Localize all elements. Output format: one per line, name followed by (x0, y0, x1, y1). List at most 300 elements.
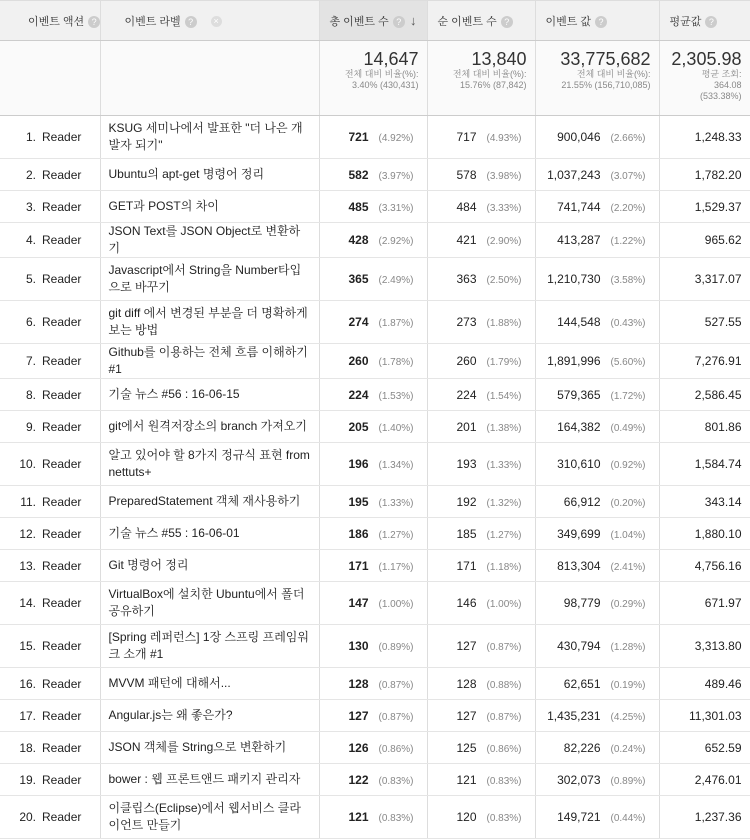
row-number: 12. (19, 526, 36, 541)
unique-events-cell (427, 379, 535, 411)
summary-caption: 전체 대비 비율(%): (576, 69, 651, 79)
row-number: 10. (19, 457, 36, 471)
total-events-percent: (1.40%) (378, 422, 414, 434)
event-value-percent: (0.19%) (610, 679, 646, 691)
unique-events-percent: (4.93%) (486, 133, 522, 144)
avg-value-cell (659, 116, 750, 159)
table-row[interactable] (0, 625, 750, 668)
event-label[interactable]: bower : 웹 프론트앤드 패키지 관리자 (108, 772, 301, 786)
event-value-cell (535, 344, 659, 379)
event-value: 66,912 (563, 494, 601, 509)
event-value: 164,382 (557, 419, 601, 434)
row-number: 20. (19, 810, 36, 824)
unique-events-value: 121 (456, 772, 477, 787)
event-action[interactable]: Reader (42, 457, 82, 471)
avg-value-cell (659, 411, 750, 443)
column-header-label: 이벤트 액션 (28, 15, 85, 28)
unique-events-value: 273 (456, 315, 477, 329)
unique-events-cell (427, 116, 535, 159)
column-header-label: 평균값 (669, 15, 702, 28)
avg-value-cell (659, 582, 750, 625)
unique-events-percent: (2.50%) (486, 275, 522, 286)
event-label[interactable]: 기술 뉴스 #55 : 16-06-01 (108, 526, 240, 540)
event-action-cell (0, 411, 100, 443)
avg-value-cell (659, 159, 750, 191)
event-value-percent: (0.92%) (610, 460, 646, 471)
total-events-cell (319, 223, 427, 258)
total-events-value: 171 (348, 558, 369, 573)
total-events-percent: (1.34%) (378, 460, 414, 471)
event-value: 302,073 (557, 772, 601, 787)
event-label-cell (100, 796, 319, 839)
event-value: 813,304 (557, 558, 601, 573)
unique-events-cell (427, 732, 535, 764)
event-value-cell (535, 796, 659, 839)
table-row[interactable] (0, 668, 750, 700)
unique-events-cell (427, 191, 535, 223)
event-value-cell (535, 301, 659, 344)
help-icon[interactable]: ? (185, 16, 197, 28)
total-events-percent: (1.78%) (378, 357, 414, 368)
table-row[interactable] (0, 223, 750, 258)
unique-events-percent: (1.33%) (486, 460, 522, 471)
event-label-cell (100, 732, 319, 764)
column-header-event-label[interactable] (100, 1, 319, 41)
event-action[interactable]: Reader (42, 772, 82, 787)
event-value: 82,226 (563, 740, 601, 755)
event-label[interactable]: JSON 객체를 String으로 변환하기 (108, 740, 287, 754)
unique-events-value: 127 (456, 639, 477, 653)
row-number: 3. (25, 199, 36, 214)
row-number: 6. (25, 315, 36, 329)
remove-dimension-icon[interactable]: × (211, 16, 222, 27)
total-events-value: 196 (348, 457, 369, 471)
event-value: 349,699 (557, 526, 601, 541)
event-value-cell (535, 550, 659, 582)
event-value-cell (535, 223, 659, 258)
event-value-cell (535, 258, 659, 301)
event-value-cell (535, 625, 659, 668)
unique-events-cell (427, 223, 535, 258)
total-events-cell (319, 582, 427, 625)
help-icon[interactable]: ? (501, 16, 513, 28)
total-events-cell (319, 668, 427, 700)
event-action[interactable]: Reader (42, 558, 82, 573)
event-value-percent: (0.44%) (610, 813, 646, 824)
total-events-value: 126 (348, 740, 369, 755)
unique-events-value: 224 (456, 387, 477, 402)
unique-events-cell (427, 668, 535, 700)
event-action[interactable]: Reader (42, 387, 82, 402)
avg-value: 1,529.37 (694, 199, 742, 214)
avg-value-cell (659, 301, 750, 344)
total-events-value: 260 (348, 354, 369, 368)
event-value-percent: (4.25%) (610, 711, 646, 723)
event-value-percent: (1.28%) (610, 642, 646, 653)
table-row[interactable] (0, 582, 750, 625)
event-value: 1,435,231 (547, 708, 601, 723)
unique-events-cell (427, 301, 535, 344)
total-events-value: 147 (348, 596, 369, 610)
total-events-cell (319, 796, 427, 839)
event-value: 579,365 (557, 387, 601, 402)
event-value-cell (535, 518, 659, 550)
table-row[interactable] (0, 796, 750, 839)
avg-value: 1,237.36 (694, 810, 742, 824)
row-number: 17. (19, 708, 36, 723)
avg-value: 1,782.20 (694, 167, 742, 182)
event-action-cell (0, 301, 100, 344)
total-events-value: 274 (348, 315, 369, 329)
event-value-cell (535, 116, 659, 159)
event-label[interactable]: 기술 뉴스 #56 : 16-06-15 (108, 387, 240, 401)
event-value: 413,287 (557, 233, 601, 247)
table-row[interactable] (0, 732, 750, 764)
event-label[interactable]: MVVM 패턴에 대해서... (108, 676, 231, 690)
column-header-total-events[interactable] (319, 1, 427, 41)
total-events-cell (319, 159, 427, 191)
event-action-cell (0, 668, 100, 700)
summary-avg-value (659, 41, 750, 116)
column-header-event-action[interactable] (0, 1, 100, 41)
unique-events-value: 717 (456, 130, 477, 144)
total-events-value: 485 (348, 199, 369, 214)
event-value-percent: (1.04%) (610, 529, 646, 541)
table-row[interactable] (0, 486, 750, 518)
row-number: 2. (25, 167, 36, 182)
table-row[interactable] (0, 301, 750, 344)
total-events-cell (319, 258, 427, 301)
unique-events-cell (427, 411, 535, 443)
avg-value: 343.14 (704, 494, 742, 509)
row-number: 4. (25, 233, 36, 247)
event-action[interactable]: Reader (42, 199, 82, 214)
event-value: 310,610 (557, 457, 601, 471)
event-label[interactable]: Angular.js는 왜 좋은가? (108, 708, 233, 722)
event-label-cell (100, 379, 319, 411)
row-number: 18. (19, 740, 36, 755)
avg-value-cell (659, 550, 750, 582)
event-action[interactable]: Reader (42, 596, 82, 610)
total-events-value: 365 (348, 272, 369, 286)
event-label[interactable]: JSON Text를 JSON Object로 변환하기 (108, 224, 301, 255)
table-row[interactable] (0, 379, 750, 411)
total-events-cell (319, 116, 427, 159)
summary-caption: 15.76% (87,842) (459, 80, 527, 90)
event-label-cell (100, 764, 319, 796)
column-header-label: 이벤트 라벨 (124, 15, 181, 28)
event-label-cell (100, 159, 319, 191)
event-value: 1,037,243 (547, 167, 601, 182)
unique-events-percent: (1.18%) (486, 561, 522, 573)
total-events-value: 186 (348, 526, 369, 541)
summary-row (0, 41, 750, 116)
event-action[interactable]: Reader (42, 676, 82, 691)
table-row[interactable] (0, 700, 750, 732)
event-action-cell (0, 796, 100, 839)
event-value: 144,548 (557, 315, 601, 329)
total-events-cell (319, 379, 427, 411)
avg-value-cell (659, 668, 750, 700)
event-label[interactable]: 알고 있어야 할 8가지 정규식 표현 from nettuts+ (108, 448, 310, 479)
table-row[interactable] (0, 159, 750, 191)
event-label-cell (100, 411, 319, 443)
total-events-cell (319, 700, 427, 732)
unique-events-value: 185 (456, 526, 477, 541)
unique-events-value: 171 (456, 558, 477, 573)
summary-value: 13,840 (471, 49, 527, 69)
avg-value: 965.62 (704, 233, 742, 247)
summary-blank-cell (100, 41, 319, 116)
help-icon[interactable]: ? (705, 16, 717, 28)
event-value-cell (535, 159, 659, 191)
row-number: 9. (25, 419, 36, 434)
summary-caption: 전체 대비 비율(%): (344, 69, 419, 79)
avg-value: 3,313.80 (694, 639, 742, 653)
event-action-cell (0, 116, 100, 159)
help-icon[interactable]: ? (88, 16, 100, 28)
event-label[interactable]: git에서 원격저장소의 branch 가져오기 (108, 419, 307, 433)
total-events-percent: (1.53%) (378, 390, 414, 402)
unique-events-cell (427, 764, 535, 796)
event-action-cell (0, 159, 100, 191)
event-value-percent: (0.24%) (610, 743, 646, 755)
event-value-percent: (1.22%) (610, 236, 646, 247)
event-action[interactable]: Reader (42, 708, 82, 723)
event-label[interactable]: [Spring 레퍼런스] 1장 스프링 프레임워크 소개 #1 (108, 630, 309, 661)
event-action-cell (0, 486, 100, 518)
total-events-percent: (3.31%) (378, 202, 414, 214)
total-events-value: 122 (348, 772, 369, 787)
total-events-percent: (1.27%) (378, 529, 414, 541)
total-events-value: 582 (348, 167, 369, 182)
event-label[interactable]: Ubuntu의 apt-get 명령어 정리 (108, 167, 265, 181)
total-events-percent: (1.87%) (378, 318, 414, 329)
sort-descending-icon[interactable]: ↓ (410, 12, 417, 28)
help-icon[interactable]: ? (595, 16, 607, 28)
summary-unique-events (427, 41, 535, 116)
event-label[interactable]: VirtualBox에 설치한 Ubuntu에서 폴더공유하기 (108, 587, 305, 618)
unique-events-percent: (0.86%) (486, 743, 522, 755)
unique-events-percent: (1.38%) (486, 422, 522, 434)
event-action-cell (0, 379, 100, 411)
event-action[interactable]: Reader (42, 494, 82, 509)
event-value-cell (535, 411, 659, 443)
summary-value: 33,775,682 (560, 49, 651, 69)
avg-value: 1,880.10 (694, 526, 742, 541)
event-value: 741,744 (557, 199, 601, 214)
event-action-cell (0, 443, 100, 486)
event-label[interactable]: KSUG 세미나에서 발표한 "더 나은 개발자 되기" (108, 121, 303, 152)
unique-events-percent: (2.90%) (486, 236, 522, 247)
avg-value-cell (659, 223, 750, 258)
avg-value: 652.59 (704, 740, 742, 755)
column-header-event-value[interactable] (535, 1, 659, 41)
row-number: 8. (25, 387, 36, 402)
event-label-cell (100, 191, 319, 223)
event-action[interactable]: Reader (42, 233, 82, 247)
event-action-cell (0, 625, 100, 668)
event-action-cell (0, 344, 100, 379)
unique-events-value: 192 (456, 494, 477, 509)
event-label[interactable]: 이클립스(Eclipse)에서 웹서비스 클라이언트 만들기 (108, 801, 301, 832)
total-events-percent: (0.83%) (378, 775, 414, 787)
table-row[interactable] (0, 116, 750, 159)
event-label-cell (100, 582, 319, 625)
event-action-cell (0, 764, 100, 796)
event-action[interactable]: Reader (42, 354, 82, 368)
unique-events-value: 421 (456, 233, 477, 247)
unique-events-value: 125 (456, 740, 477, 755)
avg-value: 489.46 (704, 676, 742, 691)
event-value-percent: (0.43%) (610, 318, 646, 329)
event-action[interactable]: Reader (42, 740, 82, 755)
row-number: 13. (19, 558, 36, 573)
unique-events-cell (427, 796, 535, 839)
event-value: 62,651 (563, 676, 601, 691)
summary-caption: 3.40% (430,431) (351, 80, 419, 90)
avg-value-cell (659, 191, 750, 223)
unique-events-value: 128 (456, 676, 477, 691)
unique-events-value: 120 (456, 810, 477, 824)
event-value-cell (535, 191, 659, 223)
event-action[interactable]: Reader (42, 315, 82, 329)
event-action-cell (0, 582, 100, 625)
event-label-cell (100, 116, 319, 159)
summary-total-events (319, 41, 427, 116)
total-events-cell (319, 486, 427, 518)
event-action[interactable]: Reader (42, 639, 82, 653)
event-label-cell (100, 625, 319, 668)
summary-caption: 364.08 (713, 80, 742, 90)
column-header-avg-value[interactable] (659, 1, 750, 41)
avg-value: 7,276.91 (694, 354, 742, 368)
avg-value-cell (659, 518, 750, 550)
summary-caption: 21.55% (156,710,085) (561, 80, 651, 90)
total-events-cell (319, 625, 427, 668)
unique-events-cell (427, 486, 535, 518)
unique-events-value: 146 (456, 596, 477, 610)
event-value-cell (535, 700, 659, 732)
unique-events-percent: (0.88%) (486, 679, 522, 691)
avg-value-cell (659, 258, 750, 301)
row-number: 1. (25, 130, 36, 144)
event-label[interactable]: PreparedStatement 객체 재사용하기 (108, 494, 301, 508)
event-value-percent: (2.66%) (610, 133, 646, 144)
event-value-cell (535, 668, 659, 700)
column-header-unique-events[interactable] (427, 1, 535, 41)
avg-value-cell (659, 796, 750, 839)
event-value: 900,046 (557, 130, 601, 144)
column-header-label: 이벤트 값 (545, 15, 592, 28)
unique-events-percent: (3.98%) (486, 170, 522, 182)
total-events-percent: (1.00%) (378, 599, 414, 610)
unique-events-cell (427, 582, 535, 625)
avg-value: 2,476.01 (694, 772, 742, 787)
unique-events-percent: (1.54%) (486, 390, 522, 402)
table-row[interactable] (0, 344, 750, 379)
unique-events-percent: (1.00%) (486, 599, 522, 610)
unique-events-value: 127 (456, 708, 477, 723)
event-label[interactable]: GET과 POST의 차이 (108, 199, 219, 213)
event-action[interactable]: Reader (42, 526, 82, 541)
unique-events-percent: (1.32%) (486, 497, 522, 509)
event-label[interactable]: Github를 이용하는 전체 흐름 이해하기 #1 (108, 345, 308, 376)
table-row[interactable] (0, 411, 750, 443)
total-events-cell (319, 301, 427, 344)
total-events-percent: (2.92%) (378, 236, 414, 247)
summary-blank-cell (0, 41, 100, 116)
event-action[interactable]: Reader (42, 272, 82, 286)
total-events-value: 224 (348, 387, 369, 402)
event-value: 1,891,996 (547, 354, 601, 368)
event-label[interactable]: git diff 에서 변경된 부분을 더 명확하게 보는 방법 (108, 306, 308, 337)
event-action-cell (0, 550, 100, 582)
total-events-value: 205 (348, 419, 369, 434)
unique-events-percent: (3.33%) (486, 202, 522, 214)
unique-events-value: 193 (456, 457, 477, 471)
total-events-percent: (0.83%) (378, 813, 414, 824)
event-label[interactable]: Javascript에서 String을 Number타입으로 바꾸기 (108, 263, 302, 294)
event-action[interactable]: Reader (42, 810, 82, 824)
event-value-percent: (0.89%) (610, 775, 646, 787)
table-row[interactable] (0, 764, 750, 796)
event-value-percent: (2.41%) (610, 561, 646, 573)
total-events-percent: (0.87%) (378, 711, 414, 723)
table-row[interactable] (0, 550, 750, 582)
avg-value: 671.97 (704, 596, 742, 610)
avg-value-cell (659, 625, 750, 668)
event-label-cell (100, 550, 319, 582)
help-icon[interactable]: ? (393, 16, 405, 28)
unique-events-value: 201 (456, 419, 477, 434)
unique-events-cell (427, 518, 535, 550)
table-row[interactable] (0, 518, 750, 550)
summary-caption: 전체 대비 비율(%): (452, 69, 527, 79)
avg-value-cell (659, 732, 750, 764)
avg-value-cell (659, 344, 750, 379)
event-value-percent: (0.20%) (610, 497, 646, 509)
event-value-percent: (3.58%) (610, 275, 646, 286)
unique-events-percent: (0.87%) (486, 642, 522, 653)
event-action[interactable]: Reader (42, 167, 82, 182)
event-action[interactable]: Reader (42, 130, 82, 144)
unique-events-percent: (1.88%) (486, 318, 522, 329)
column-header-label: 총 이벤트 수 (329, 15, 389, 28)
total-events-cell (319, 732, 427, 764)
event-action-cell (0, 191, 100, 223)
unique-events-percent: (0.87%) (486, 711, 522, 723)
event-value-cell (535, 732, 659, 764)
total-events-value: 721 (348, 130, 369, 144)
unique-events-percent: (1.79%) (486, 357, 522, 368)
total-events-cell (319, 518, 427, 550)
row-number: 11. (20, 494, 36, 509)
event-action[interactable]: Reader (42, 419, 82, 434)
table-row[interactable] (0, 191, 750, 223)
event-value: 149,721 (557, 810, 601, 824)
table-row[interactable] (0, 443, 750, 486)
avg-value: 4,756.16 (694, 558, 742, 573)
avg-value: 1,248.33 (694, 130, 742, 144)
total-events-percent: (2.49%) (378, 275, 414, 286)
unique-events-cell (427, 443, 535, 486)
event-label[interactable]: Git 명령어 정리 (108, 558, 189, 572)
total-events-percent: (4.92%) (378, 133, 414, 144)
event-value-cell (535, 582, 659, 625)
table-row[interactable] (0, 258, 750, 301)
event-value-percent: (0.29%) (610, 599, 646, 610)
